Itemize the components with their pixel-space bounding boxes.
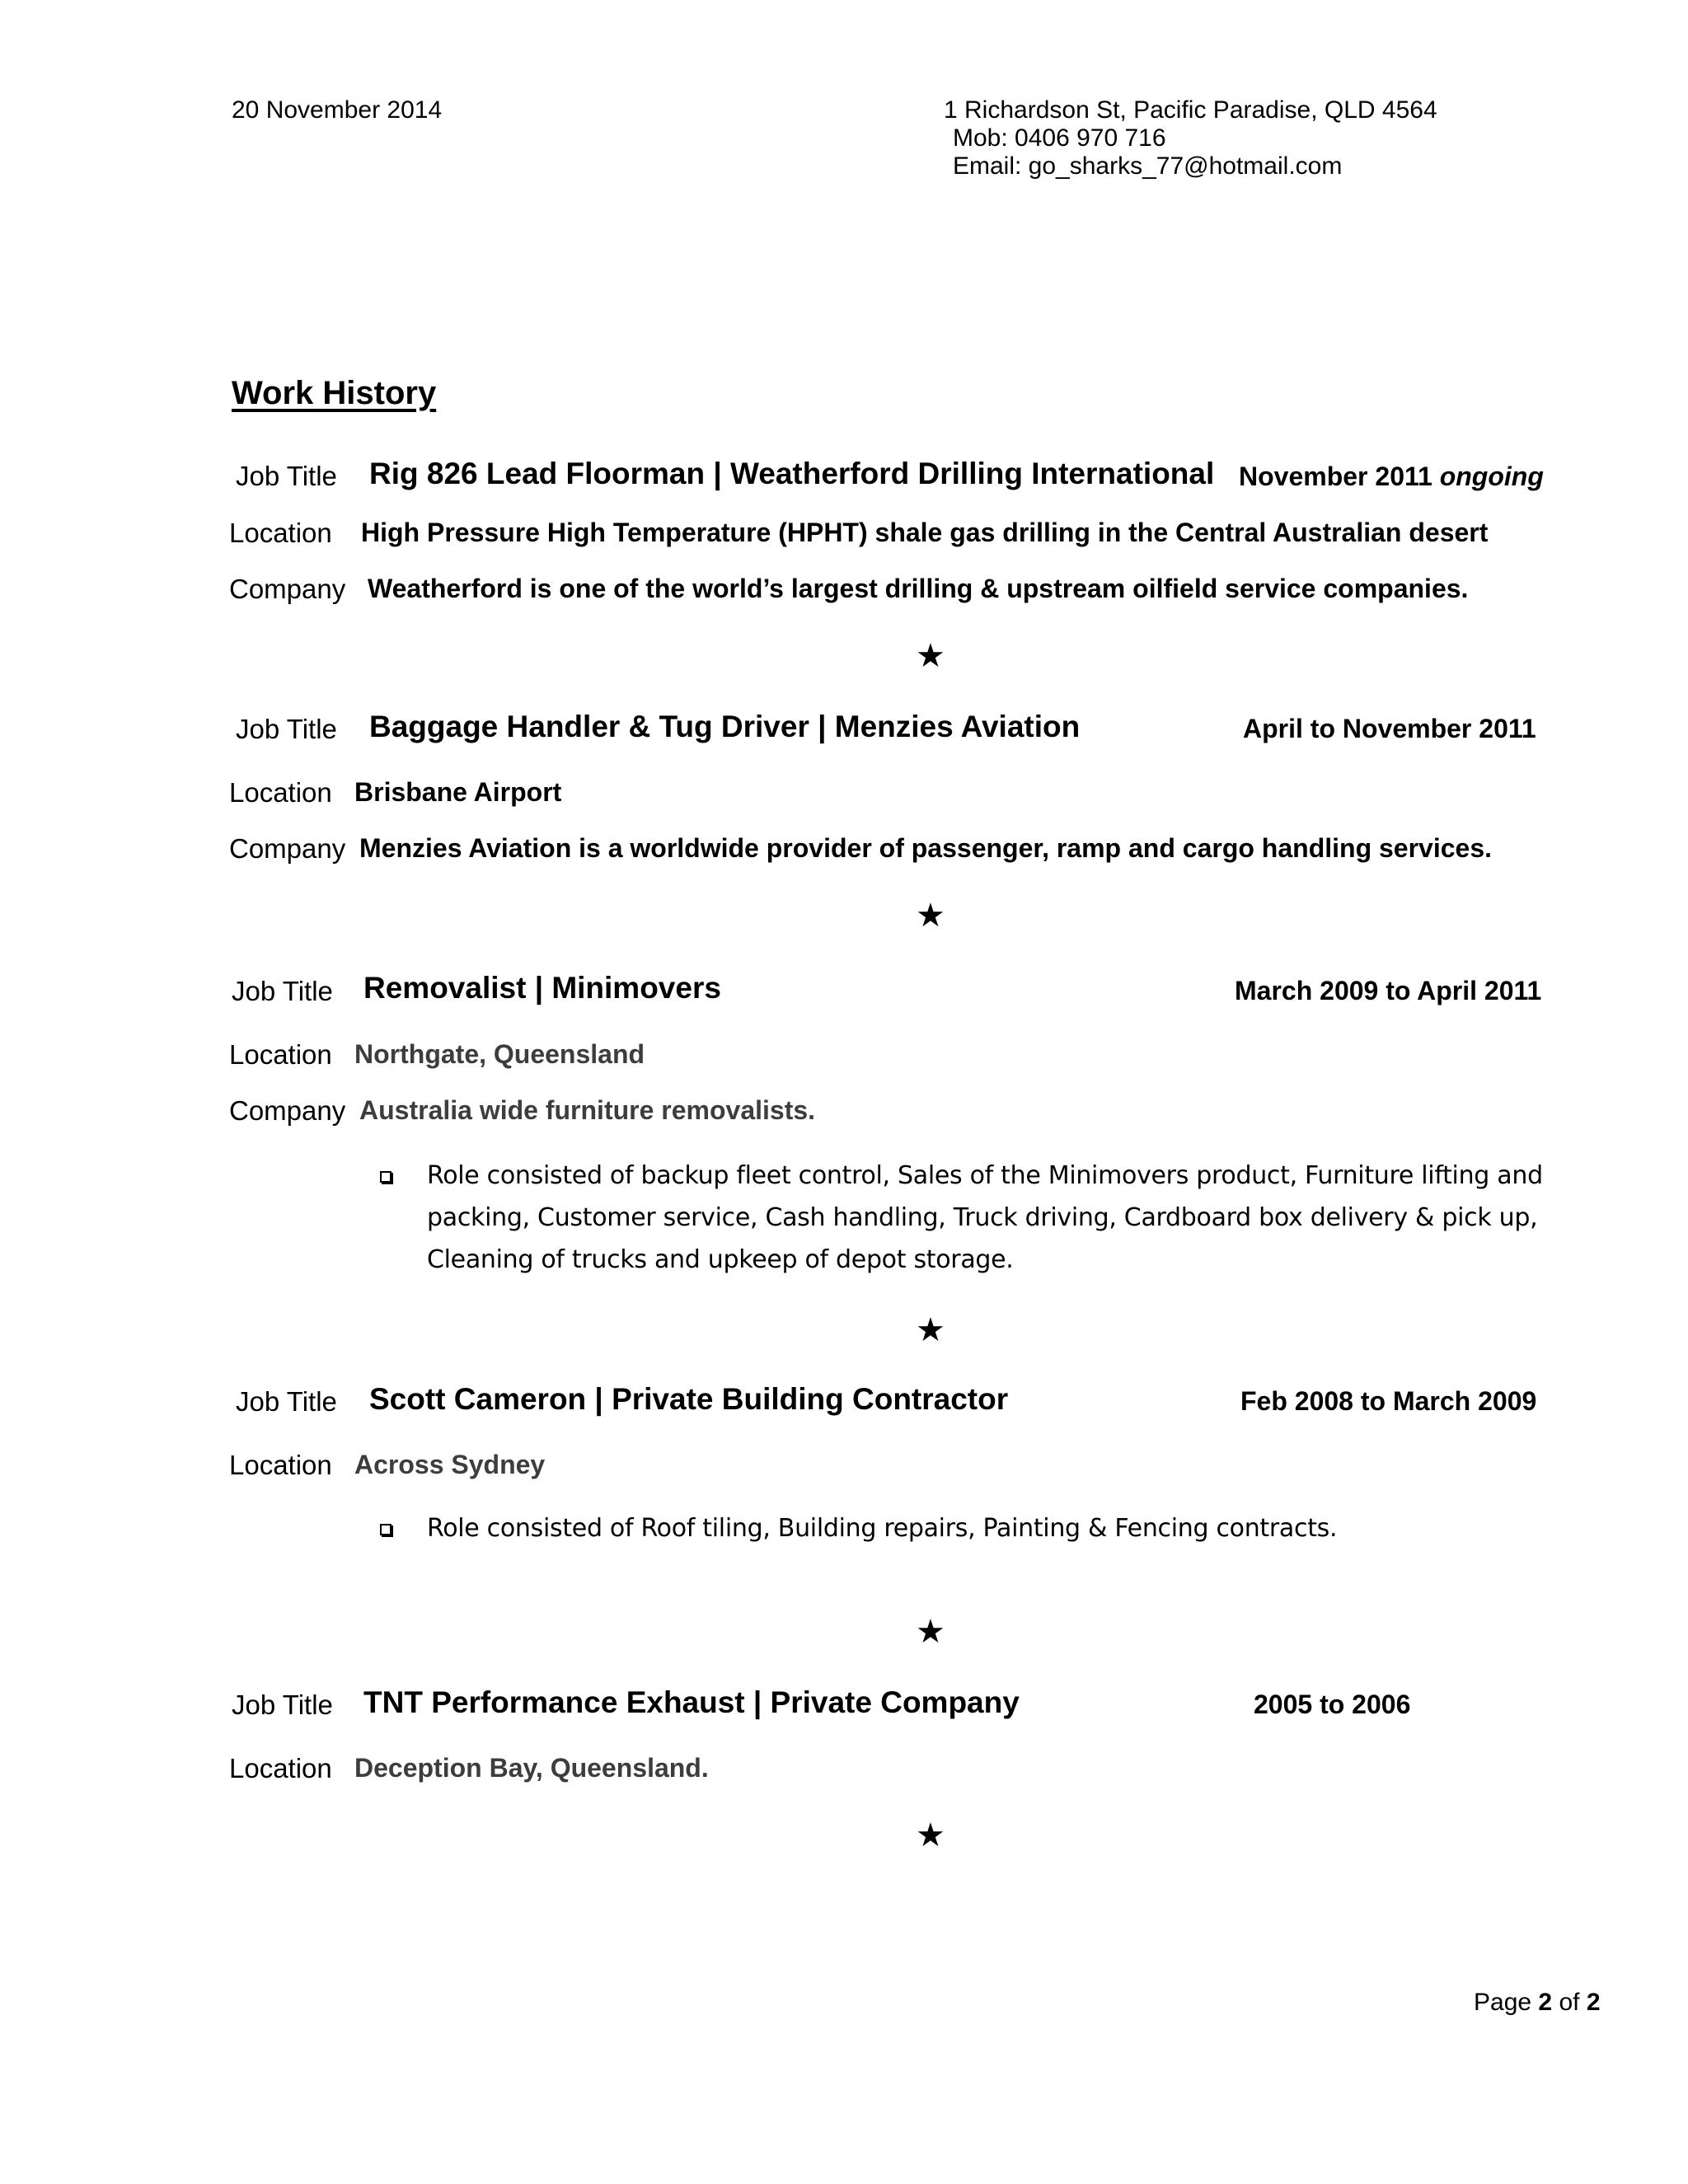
page-total: 2 xyxy=(1586,1989,1601,2016)
contact-mobile: Mob: 0406 970 716 xyxy=(953,124,1166,152)
job-location: Northgate, Queensland xyxy=(354,1039,645,1069)
page-number xyxy=(1474,1989,1601,2017)
job-date: 2005 to 2006 xyxy=(1254,1690,1411,1719)
job-title: TNT Performance Exhaust | Private Company xyxy=(363,1685,1020,1719)
job-title: Rig 826 Lead Floorman | Weatherford Drilling International xyxy=(369,457,1215,490)
job-location: Brisbane Airport xyxy=(354,777,562,807)
page-word: Page xyxy=(1474,1989,1532,2016)
job-company: Weatherford is one of the world’s largest drilling & upstream oilfield service companies. xyxy=(368,574,1469,603)
separator-star-icon: ★ xyxy=(916,1312,945,1348)
job-title-label: Job Title xyxy=(236,714,337,744)
location-label: Location xyxy=(229,1753,332,1783)
job-date: April to November 2011 xyxy=(1243,714,1536,743)
checkbox-bullet-icon xyxy=(380,1171,392,1183)
job-location: Across Sydney xyxy=(354,1450,546,1479)
section-title-work-history: Work History xyxy=(232,375,437,411)
job-title: Baggage Handler & Tug Driver | Menzies Aviation xyxy=(369,710,1081,743)
job-responsibilities: Role consisted of backup fleet control, Sales of the Minimovers product, Furniture lifting and packing, Customer service, Cash handling, Truck driving, Cardboard box delivery & pick up, Cleaning of trucks and upkeep of depot storage. xyxy=(427,1161,1543,1274)
separator-star-icon: ★ xyxy=(916,638,945,674)
job-company: Menzies Aviation is a worldwide provider of passenger, ramp and cargo handling services. xyxy=(359,833,1493,863)
job-company: Australia wide furniture removalists. xyxy=(359,1095,816,1125)
location-label: Location xyxy=(229,1039,332,1070)
company-label: Company xyxy=(229,574,346,604)
separator-star-icon: ★ xyxy=(916,898,945,934)
job-location: High Pressure High Temperature (HPHT) shale gas drilling in the Central Australian desert xyxy=(361,518,1489,547)
location-label: Location xyxy=(229,518,332,548)
job-date: March 2009 to April 2011 xyxy=(1235,976,1542,1005)
job-responsibilities: Role consisted of Roof tiling, Building repairs, Painting & Fencing contracts. xyxy=(427,1514,1338,1543)
job-date-range: November 2011 xyxy=(1239,462,1432,491)
company-label: Company xyxy=(229,833,346,864)
job-date: Feb 2008 to March 2009 xyxy=(1240,1386,1537,1416)
of-word: of xyxy=(1559,1989,1580,2016)
separator-star-icon: ★ xyxy=(916,1817,945,1854)
separator-star-icon: ★ xyxy=(916,1614,945,1650)
checkbox-bullet-icon xyxy=(380,1524,392,1535)
location-label: Location xyxy=(229,777,332,808)
job-title-label: Job Title xyxy=(236,461,337,491)
letter-date: 20 November 2014 xyxy=(232,96,443,124)
location-label: Location xyxy=(229,1450,332,1480)
job-title: Scott Cameron | Private Building Contractor xyxy=(369,1382,1009,1416)
contact-email: Email: go_sharks_77@hotmail.com xyxy=(953,152,1343,180)
contact-address: 1 Richardson St, Pacific Paradise, QLD 4564 xyxy=(944,96,1437,124)
job-title: Removalist | Minimovers xyxy=(363,971,721,1005)
job-title-label: Job Title xyxy=(232,1690,333,1720)
page-current: 2 xyxy=(1538,1989,1553,2016)
job-title-label: Job Title xyxy=(232,976,333,1006)
job-title-label: Job Title xyxy=(236,1386,337,1417)
job-location: Deception Bay, Queensland. xyxy=(354,1753,709,1783)
company-label: Company xyxy=(229,1095,346,1126)
job-date xyxy=(1239,462,1544,492)
job-date-status: ongoing xyxy=(1439,462,1544,491)
